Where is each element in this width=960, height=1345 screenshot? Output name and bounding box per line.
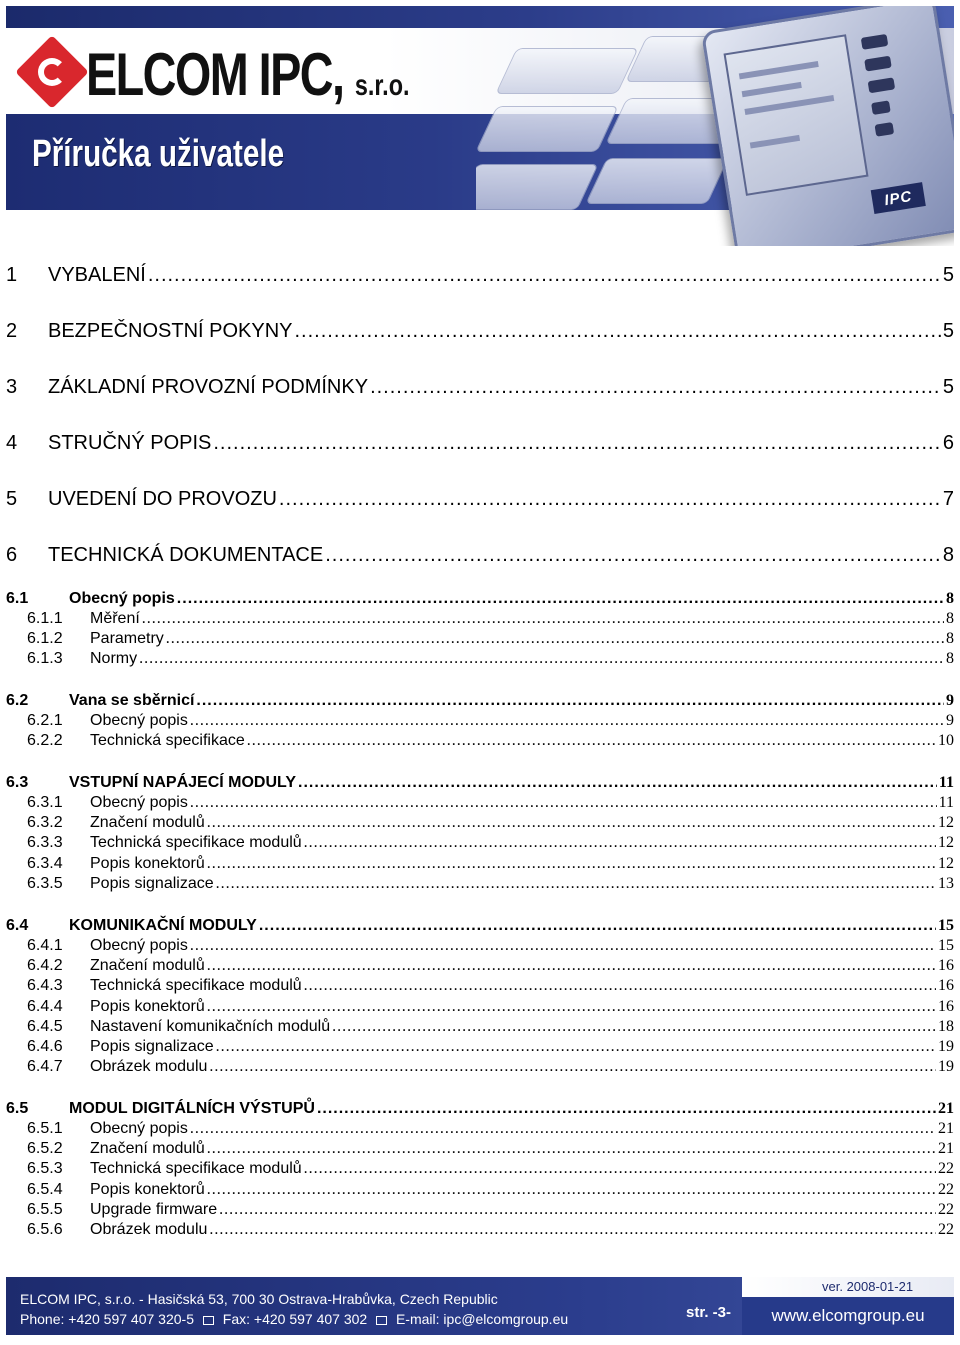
toc-entry[interactable]: 6.4 KOMUNIKAČNÍ MODULY ..... 15 <box>6 917 954 935</box>
separator-envelope-icon <box>203 1316 214 1325</box>
toc-entry[interactable]: 6.2 Vana se sběrnicí ..... 9 <box>6 692 954 710</box>
toc-entry[interactable]: 6.5.2 Značení modulů ..... 21 <box>6 1140 954 1158</box>
toc-entry[interactable]: 6.3.2 Značení modulů ..... 12 <box>6 814 954 832</box>
footer-fax: Fax: +420 597 407 302 <box>222 1311 368 1327</box>
toc-entry[interactable]: 2 BEZPEČNOSTNÍ POKYNY ..... 5 <box>6 320 954 343</box>
toc-entry[interactable]: 5 UVEDENÍ DO PROVOZU ..... 7 <box>6 488 954 511</box>
toc-entry[interactable]: 6.3 VSTUPNÍ NAPÁJECÍ MODULY ..... 11 <box>6 774 954 792</box>
footer-address: ELCOM IPC, s.r.o. - Hasičská 53, 700 30 Ostrava-Hrabůvka, Czech Republic <box>20 1291 498 1307</box>
footer-contacts <box>20 1311 568 1327</box>
footer-right-panel <box>742 1277 954 1335</box>
panel-pc-ports <box>857 31 928 177</box>
footer-email[interactable]: E-mail: ipc@elcomgroup.eu <box>395 1311 569 1327</box>
document-version: ver. 2008-01-21 <box>822 1279 914 1294</box>
page-footer <box>6 1277 954 1335</box>
email-envelope-icon <box>376 1316 387 1325</box>
toc-entry[interactable]: 6.5.5 Upgrade firmware ..... 22 <box>6 1201 954 1219</box>
company-logo-text: ELCOM IPC, s.r.o. <box>86 41 410 108</box>
toc-entry[interactable]: 6.1 Obecný popis ..... 8 <box>6 590 954 608</box>
toc-entry[interactable]: 6.4.1 Obecný popis ..... 15 <box>6 937 954 955</box>
toc-entry[interactable]: 6.4.7 Obrázek modulu ..... 19 <box>6 1058 954 1076</box>
toc-entry[interactable]: 6.3.1 Obecný popis ..... 11 <box>6 794 954 812</box>
toc-entry[interactable]: 6.1.2 Parametry ..... 8 <box>6 630 954 648</box>
toc-entry[interactable]: 6.3.4 Popis konektorů ..... 12 <box>6 855 954 873</box>
toc-entry[interactable]: 6.5 MODUL DIGITÁLNÍCH VÝSTUPŮ ..... 21 <box>6 1100 954 1118</box>
toc-entry[interactable]: 6.1.1 Měření ..... 8 <box>6 610 954 628</box>
panel-pc-image <box>701 6 954 246</box>
toc-entry[interactable]: 6.4.5 Nastavení komunikačních modulů ..... 18 <box>6 1018 954 1036</box>
toc-entry[interactable]: 6.4.4 Popis konektorů ..... 16 <box>6 998 954 1016</box>
toc-entry[interactable]: 6.4.2 Značení modulů ..... 16 <box>6 957 954 975</box>
document-title: Příručka uživatele <box>32 133 285 175</box>
toc-entry[interactable]: 1 VYBALENÍ ..... 5 <box>6 264 954 287</box>
ipc-badge: IPC <box>871 182 926 214</box>
footer-phone: Phone: +420 597 407 320-5 <box>20 1311 194 1327</box>
toc-entry[interactable]: 3 ZÁKLADNÍ PROVOZNÍ PODMÍNKY ..... 5 <box>6 376 954 399</box>
toc-entry[interactable]: 6.5.6 Obrázek modulu ..... 22 <box>6 1221 954 1239</box>
website-link[interactable]: www.elcomgroup.eu <box>742 1297 954 1335</box>
panel-pc-screen <box>724 34 869 196</box>
toc-entry[interactable]: 6.5.4 Popis konektorů ..... 22 <box>6 1181 954 1199</box>
toc-entry[interactable]: 6.3.5 Popis signalizace ..... 13 <box>6 875 954 893</box>
toc-entry[interactable]: 6.4.6 Popis signalizace ..... 19 <box>6 1038 954 1056</box>
toc-entry[interactable]: 6.2.1 Obecný popis ..... 9 <box>6 712 954 730</box>
toc-entry[interactable]: 6.5.1 Obecný popis ..... 21 <box>6 1120 954 1138</box>
toc-entry[interactable]: 6.4.3 Technická specifikace modulů ..... 16 <box>6 977 954 995</box>
toc-entry[interactable]: 6 TECHNICKÁ DOKUMENTACE ..... 8 <box>6 544 954 567</box>
toc-entry[interactable]: 6.2.2 Technická specifikace ..... 10 <box>6 732 954 750</box>
toc-entry[interactable]: 4 STRUČNÝ POPIS ..... 6 <box>6 432 954 455</box>
toc-entry[interactable]: 6.5.3 Technická specifikace modulů ..... 22 <box>6 1160 954 1178</box>
toc-entry[interactable]: 6.1.3 Normy ..... 8 <box>6 650 954 668</box>
toc-entry[interactable]: 6.3.3 Technická specifikace modulů ..... 12 <box>6 834 954 852</box>
page-number: str. -3- <box>686 1304 732 1321</box>
header-banner <box>6 6 954 246</box>
